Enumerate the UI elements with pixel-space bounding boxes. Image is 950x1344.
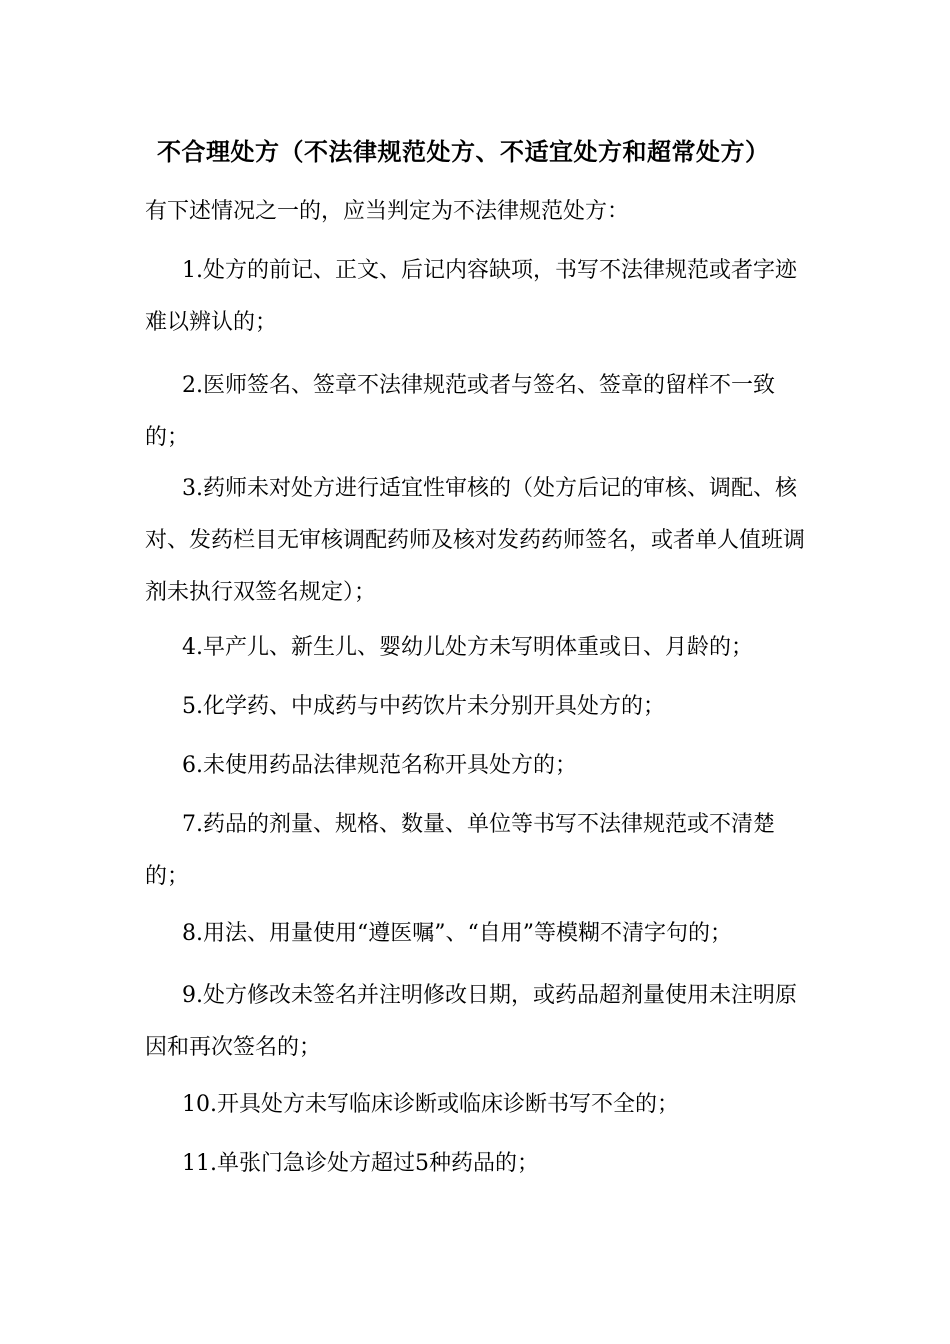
list-item-10: 10.开具处方未写临床诊断或临床诊断书写不全的； <box>182 1092 679 1117</box>
intro-paragraph: 有下述情况之一的，应当判定为不法律规范处方： <box>145 199 630 224</box>
list-item-9: 9.处方修改未签名并注明修改日期，或药品超剂量使用未注明原因和再次签名的； <box>145 983 797 1060</box>
list-item-3: 3.药师未对处方进行适宜性审核的（处方后记的审核、调配、核对、发药栏目无审核调配药师及核对发药药师签名，或者单人值班调剂未执行双签名规定）； <box>145 476 806 605</box>
list-item-4: 4.早产儿、新生儿、婴幼儿处方未写明体重或日、月龄的； <box>182 635 753 660</box>
list-item-5: 5.化学药、中成药与中药饮片未分别开具处方的； <box>182 694 665 719</box>
list-item-11: 11.单张门急诊处方超过5种药品的； <box>182 1151 539 1176</box>
list-item-2: 2.医师签名、签章不法律规范或者与签名、签章的留样不一致的； <box>145 373 775 450</box>
list-item-1: 1.处方的前记、正文、后记内容缺项，书写不法律规范或者字迹难以辨认的； <box>145 258 797 335</box>
list-item-8: 8.用法、用量使用“遵医嘱”、“自用”等模糊不清字句的； <box>182 921 732 946</box>
list-item-6: 6.未使用药品法律规范名称开具处方的； <box>182 753 577 778</box>
list-item-7: 7.药品的剂量、规格、数量、单位等书写不法律规范或不清楚的； <box>145 812 775 889</box>
document-title: 不合理处方（不法律规范处方、不适宜处方和超常处方） <box>157 137 770 166</box>
